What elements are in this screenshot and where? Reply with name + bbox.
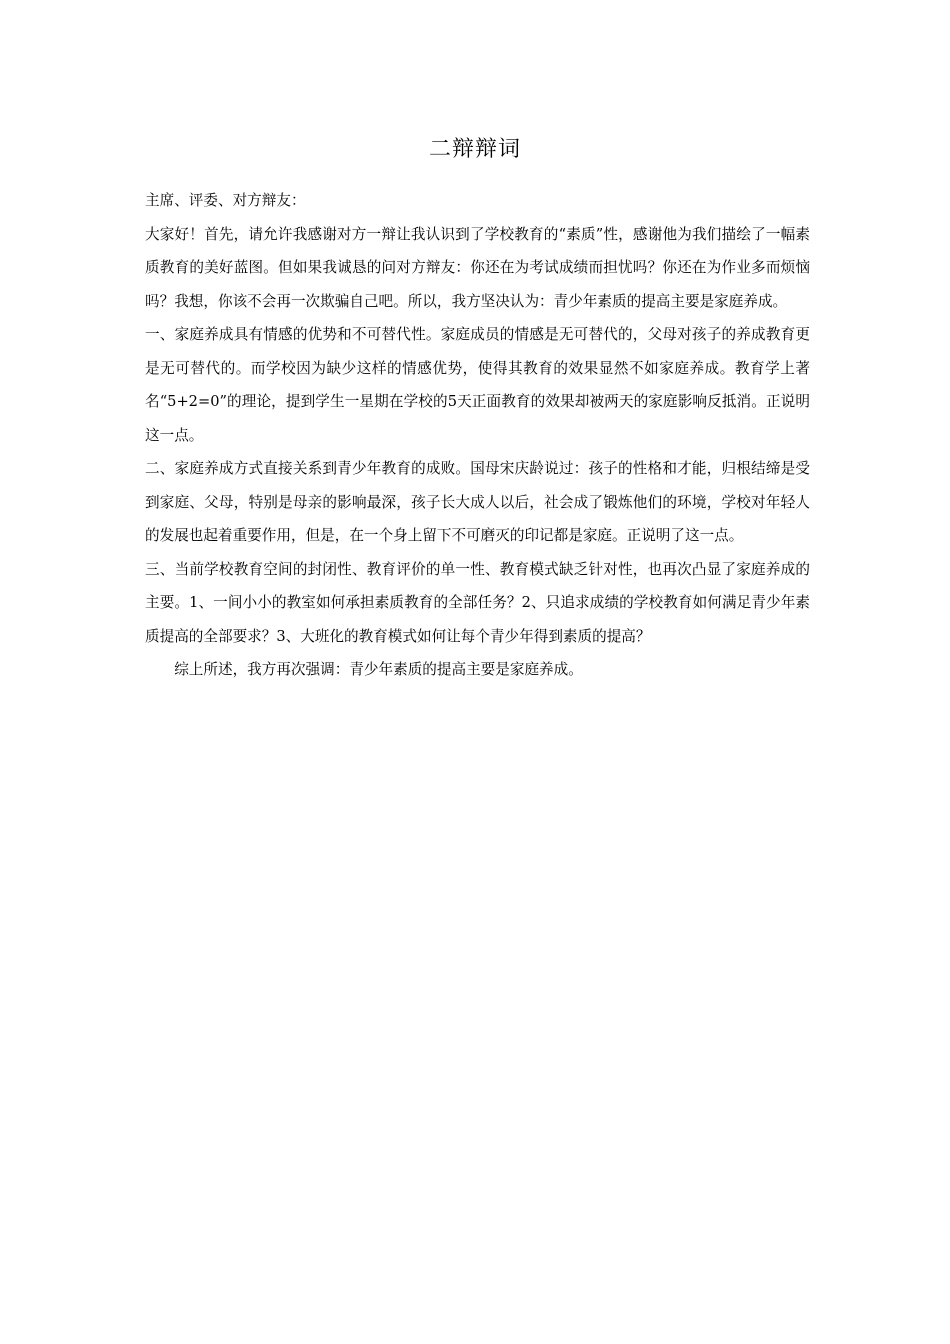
opening-paragraph: 大家好！首先，请允许我感谢对方一辩让我认识到了学校教育的“素质”性，感谢他为我们描绘了一幅素质教育的美好蓝图。但如果我诚恳的问对方辩友：你还在为考试成绩而担忧吗？你还在为作业多而烦恼吗？我想，你该不会再一次欺骗自己吧。所以，我方坚决认为：青少年素质的提高主要是家庭养成。 — [145, 225, 810, 310]
point-one-paragraph: 一、家庭养成具有情感的优势和不可替代性。家庭成员的情感是无可替代的，父母对孩子的养成教育更是无可替代的。而学校因为缺少这样的情感优势，使得其教育的效果显然不如家庭养成。教育学上著名“5+2=0”的理论，提到学生一星期在学校的5天正面教育的效果却被两天的家庭影响反抵消。正说明这一点。 — [145, 326, 810, 444]
document-body — [145, 184, 810, 687]
document-title: 二辩辩词 — [428, 137, 521, 162]
conclusion-paragraph: 综上所述，我方再次强调：青少年素质的提高主要是家庭养成。 — [174, 661, 583, 678]
point-three-paragraph: 三、当前学校教育空间的封闭性、教育评价的单一性、教育模式缺乏针对性，也再次凸显了家庭养成的主要。1、一间小小的教室如何承担素质教育的全部任务？2、只追求成绩的学校教育如何满足青少年素质提高的全部要求？3、大班化的教育模式如何让每个青少年得到素质的提高？ — [145, 560, 810, 645]
point-two-paragraph: 二、家庭养成方式直接关系到青少年教育的成败。国母宋庆龄说过：孩子的性格和才能，归根结缔是受到家庭、父母，特别是母亲的影响最深，孩子长大成人以后，社会成了锻炼他们的环境，学校对年轻人的发展也起着重要作用，但是，在一个身上留下不可磨灭的印记都是家庭。正说明了这一点。 — [145, 460, 810, 544]
salutation-paragraph: 主席、评委、对方辩友： — [145, 192, 306, 209]
